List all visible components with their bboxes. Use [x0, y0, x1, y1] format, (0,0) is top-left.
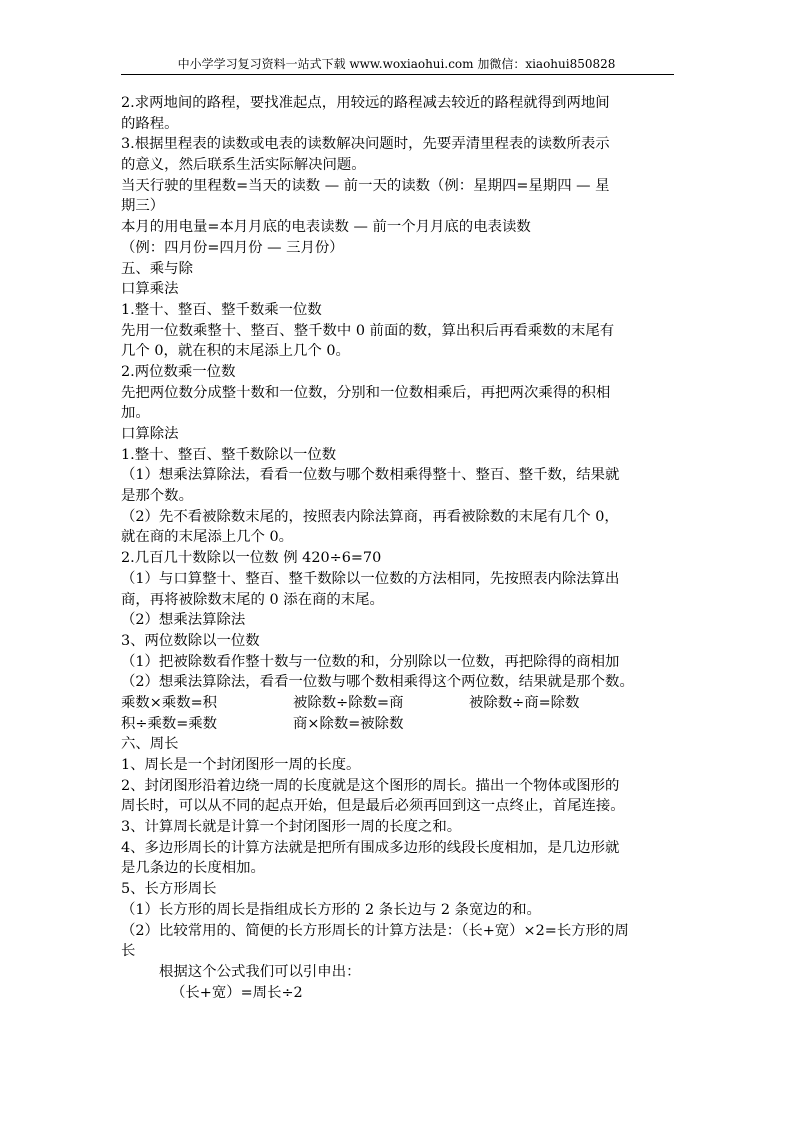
text-line: 期三）	[121, 198, 165, 215]
text-line: （1）想乘法算除法，看看一位数与哪个数相乘得整十、整百、整千数，结果就	[121, 467, 620, 484]
text-line: 的意义，然后联系生活实际解决问题。	[121, 157, 366, 174]
text-line: 几个 0，就在积的末尾添上几个 0。	[121, 343, 350, 360]
text-line: （1）长方形的周长是指组成长方形的 2 条长边与 2 条宽边的和。	[121, 901, 541, 918]
section-heading: 五、乘与除	[121, 260, 193, 277]
text-line: 2.两位数乘一位数	[121, 363, 236, 380]
formula-line: （长+宽）=周长÷2	[171, 984, 303, 1001]
indented-line: 根据这个公式我们可以引申出：	[159, 963, 361, 980]
subsection-heading: 口算乘法	[121, 281, 179, 298]
text-line: 2.求两地间的路程，要找准起点，用较远的路程减去较近的路程就得到两地间	[121, 95, 610, 111]
text-line: 的路程。	[121, 115, 179, 132]
subsection-heading: 口算除法	[121, 426, 179, 442]
text-line: 3、计算周长就是计算一个封闭图形一周的长度之和。	[121, 819, 462, 836]
document-body	[121, 93, 677, 1003]
text-line: （2）想乘法算除法，看看一位数与哪个数相乘得这个两位数，结果就是那个数。	[121, 674, 634, 691]
text-line: 1.整十、整百、整千数乘一位数	[121, 301, 322, 318]
formula-row	[121, 693, 677, 714]
text-line: 3、两位数除以一位数	[121, 632, 260, 649]
formula: 被除数÷除数=商	[293, 694, 404, 711]
text-line: 1.整十、整百、整千数除以一位数	[121, 446, 337, 463]
text-line: 是那个数。	[121, 488, 193, 505]
text-line: 当天行驶的里程数=当天的读数 — 前一天的读数（例：星期四=星期四 — 星	[121, 177, 610, 194]
text-line: 加。	[121, 405, 150, 422]
formula-row	[121, 714, 677, 735]
text-line: （例：四月份=四月份 — 三月份）	[121, 239, 344, 256]
text-line: 本月的用电量=本月月底的电表读数 — 前一个月月底的电表读数	[121, 219, 531, 236]
text-line: 5、长方形周长	[121, 881, 217, 898]
text-line: （1）把被除数看作整十数与一位数的和，分别除以一位数，再把除得的商相加	[121, 653, 620, 670]
text-line: （2）比较常用的、简便的长方形周长的计算方法是：（长+宽）×2=长方形的周	[121, 922, 629, 939]
text-line: 是几条边的长度相加。	[121, 860, 265, 877]
formula: 被除数÷商=除数	[469, 694, 580, 711]
text-line: 3.根据里程表的读数或电表的读数解决问题时，先要弄清里程表的读数所表示	[121, 136, 610, 153]
page-header: 中小学学习复习资料一站式下载 www.woxiaohui.com 加微信：xiaohui850828	[177, 57, 616, 71]
text-line: 就在商的末尾添上几个 0。	[121, 529, 294, 546]
text-line: （1）与口算整十、整百、整千数除以一位数的方法相同，先按照表内除法算出	[121, 570, 620, 587]
text-line: 1、周长是一个封闭图形一周的长度。	[121, 757, 361, 773]
text-line: 先用一位数乘整十、整百、整千数中 0 前面的数，算出积后再看乘数的末尾有	[121, 322, 615, 339]
text-line: 2.几百几十数除以一位数 例 420÷6=70	[121, 550, 382, 567]
text-line: （2）想乘法算除法	[121, 612, 246, 629]
text-line: 周长时，可以从不同的起点开始，但是最后必须再回到这一点终止，首尾连接。	[121, 798, 625, 815]
formula: 积÷乘数=乘数	[121, 715, 218, 732]
formula: 商×除数=被除数	[293, 715, 404, 732]
header-rule	[121, 74, 674, 75]
text-line: 长	[121, 943, 136, 960]
text-line: 先把两位数分成整十数和一位数，分别和一位数相乘后，再把两次乘得的积相	[121, 384, 611, 401]
text-line: 2、封闭图形沿着边绕一周的长度就是这个图形的周长。描出一个物体或图形的	[121, 777, 620, 794]
section-heading: 六、周长	[121, 736, 179, 753]
text-line: 商，再将被除数末尾的 0 添在商的末尾。	[121, 591, 384, 608]
formula: 乘数×乘数=积	[121, 694, 218, 711]
text-line: 4、多边形周长的计算方法就是把所有围成多边形的线段长度相加，是几边形就	[121, 839, 620, 856]
text-line: （2）先不看被除数末尾的，按照表内除法算商，再看被除数的末尾有几个 0，	[121, 508, 619, 525]
